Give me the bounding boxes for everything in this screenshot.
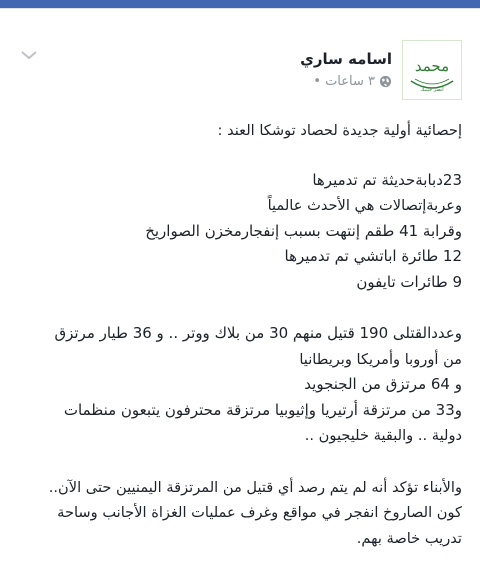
meta-separator: •: [313, 74, 322, 89]
globe-icon[interactable]: [379, 75, 392, 88]
avatar-text-top: محمد: [414, 57, 450, 75]
post-line: 23دبابةحديثة تم تدميرها: [312, 170, 462, 189]
post-subline: [300, 74, 392, 89]
post-time[interactable]: ٣ ساعات: [325, 74, 375, 89]
post-line: و 64 مرتزق من الجنجويد: [304, 375, 462, 393]
post-line: والأبناء تؤكد أنه لم يتم رصد أي قتيل من المرتزقة اليمنيين حتى الآن..: [48, 478, 462, 496]
post-line: دولية .. والبقية خليجيون ..: [304, 427, 462, 444]
spacer: [14, 144, 462, 168]
post-line: وعربةإتصالات هي الأحدث عالمياً: [267, 197, 462, 214]
post-line: كون الصاروخ انفجر في مواقع وغرف عمليات الغزاة الأجانب وساحة: [57, 504, 462, 521]
post-line: من أوروبا وأمريكا وبريطانيا: [299, 350, 462, 368]
post-line: 9 طائرات تايفون: [356, 272, 462, 291]
spacer: [14, 295, 462, 321]
post-body: [14, 118, 462, 551]
post-line: إحصائية أولية جديدة لحصاد توشكا العند :: [217, 122, 462, 139]
chevron-down-icon[interactable]: [18, 47, 40, 63]
spacer: [14, 449, 462, 475]
post-header: [300, 40, 462, 110]
post-meta: [300, 50, 392, 89]
post-line: تدريب خاصة بهم.: [356, 529, 462, 547]
top-navigation-bar: [0, 0, 480, 8]
post-line: و33 من مرتزقة أرتيريا وإثيوبيا مرتزقة محترفون يتبعون منظمات: [63, 400, 462, 419]
post-line: وعددالقتلى 190 قتيل منهم 30 من بلاك ووتر .. و 36 طيار مرتزق: [54, 324, 462, 342]
avatar-logo-icon: [403, 41, 461, 99]
author-name[interactable]: اسامه ساري: [300, 50, 392, 68]
post-line: وقرابة 41 طقم إنتهت بسبب إنفجارمخزن الصواريخ: [145, 221, 462, 240]
avatar[interactable]: [402, 40, 462, 100]
post-line: 12 طائرة اباتشي تم تدميرها: [284, 247, 462, 265]
avatar-text-bottom: انصر حبيبك: [420, 87, 444, 93]
